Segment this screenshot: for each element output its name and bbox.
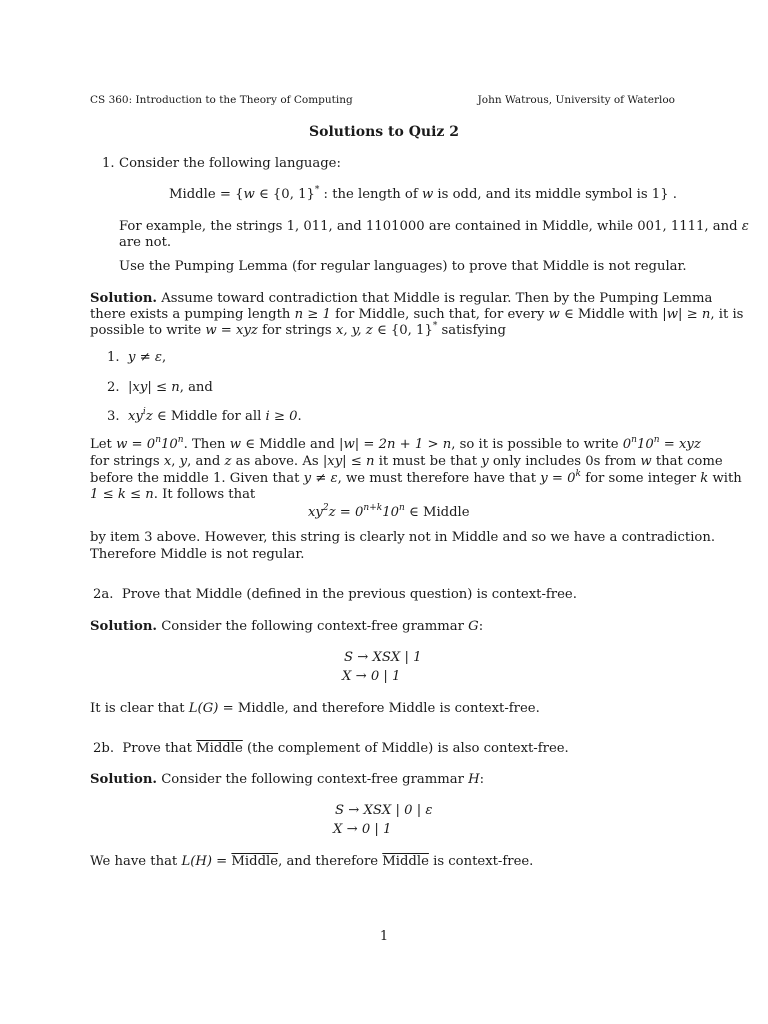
condition-item-3: 3. $xy^iz$ ∈ Middle for all i ≥ 0. <box>107 407 302 424</box>
sol2b-intro: Solution. Consider the following context-free grammar H: <box>90 772 485 787</box>
page-number: 1 <box>379 929 389 944</box>
sol1-line1: Solution. Assume toward contradiction that Middle is regular. Then by the Pumping Lemma <box>90 291 713 306</box>
sol2a-intro: Solution. Consider the following context-free grammar G: <box>90 619 484 634</box>
sol1-line3: possible to write w = xyz for strings x, y, z ∈ {0, 1}* satisfying <box>90 321 506 338</box>
q1-instruction: Use the Pumping Lemma (for regular languages) to prove that Middle is not regular. <box>119 259 687 274</box>
header-author: John Watrous, University of Waterloo <box>477 94 675 106</box>
q1-number: 1. <box>102 156 115 171</box>
q1-intro: Consider the following language: <box>119 156 341 171</box>
q2b-question: 2b. Prove that Middle (the complement of Middle) is also context-free. <box>93 741 569 756</box>
q1-example-line2: are not. <box>119 235 172 250</box>
sol1-p2-line3: before the middle 1. Given that y ≠ ε, we must therefore have that $y = 0^k$ for some integer k with <box>90 469 742 486</box>
sol1-p2-line4: 1 ≤ k ≤ n. It follows that <box>90 487 256 502</box>
q2a-question: 2a. Prove that Middle (defined in the previous question) is context-free. <box>93 587 577 602</box>
grammar-h-rule-2: X → 0 | 1 <box>333 822 392 837</box>
sol1-p3-line1: by item 3 above. However, this string is clearly not in Middle and so we have a contradiction. <box>90 530 716 545</box>
page-title: Solutions to Quiz 2 <box>309 124 459 140</box>
condition-item-2: 2. |xy| ≤ n, and <box>107 380 213 395</box>
sol1-display-equation: $xy^2z = 0^{n+k}10^n$ ∈ Middle <box>308 503 470 520</box>
grammar-h-rule-1: S → XSX | 0 | ε <box>335 803 433 818</box>
condition-item-1: 1. y ≠ ε, <box>107 350 167 365</box>
sol1-p2-line2: for strings x, y, and z as above. As |xy| ≤ n it must be that y only includes 0s from w that come <box>90 454 723 469</box>
sol2b-conclusion: We have that L(H) = Middle, and therefore Middle is context-free. <box>90 854 534 869</box>
sol1-line2: there exists a pumping length n ≥ 1 for Middle, such that, for every w ∈ Middle with |w| ≥ n, it is <box>90 307 744 322</box>
sol1-p2-line1: Let $w = 0^n10^n$. Then w ∈ Middle and |w| = 2n + 1 > n, so it is possible to write $0^n10^n$ = xyz <box>90 435 701 452</box>
header-course: CS 360: Introduction to the Theory of Computing <box>90 94 353 106</box>
grammar-g-rule-1: S → XSX | 1 <box>344 650 422 665</box>
q1-language-definition: Middle = {w ∈ {0, 1}* : the length of w is odd, and its middle symbol is 1} . <box>169 185 677 202</box>
grammar-g-rule-2: X → 0 | 1 <box>342 669 401 684</box>
sol1-p3-line2: Therefore Middle is not regular. <box>90 547 305 562</box>
q1-example-line1: For example, the strings 1, 011, and 1101000 are contained in Middle, while 001, 1111, and ε <box>119 219 749 234</box>
sol2a-conclusion: It is clear that L(G) = Middle, and therefore Middle is context-free. <box>90 701 540 716</box>
